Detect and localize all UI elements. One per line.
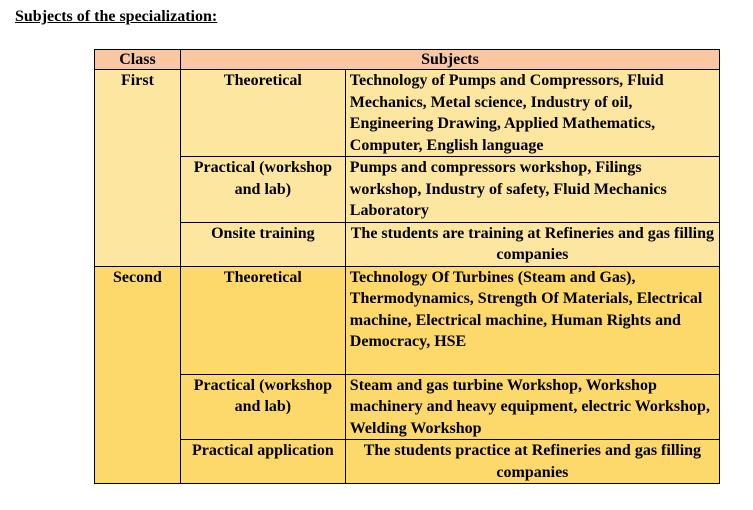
class-cell-second: Second [95, 266, 181, 484]
table-header-row [95, 50, 720, 70]
class-cell-first: First [95, 70, 181, 267]
subjects-table [94, 49, 720, 484]
type-cell: Practical application [180, 440, 345, 484]
type-cell: Theoretical [180, 266, 345, 374]
type-cell: Practical (workshop and lab) [180, 374, 345, 440]
header-subjects: Subjects [180, 50, 719, 70]
subjects-cell: Pumps and compressors workshop, Filings workshop, Industry of safety, Fluid Mechanics Laboratory [345, 157, 719, 223]
table-row [95, 266, 720, 374]
subjects-cell: Technology Of Turbines (Steam and Gas), Thermodynamics, Strength Of Materials, Electrical machine, Electrical machine, Human Rights and Democracy, HSE [345, 266, 719, 374]
subjects-cell: Steam and gas turbine Workshop, Workshop machinery and heavy equipment, electric Workshop, Welding Workshop [345, 374, 719, 440]
table-row [95, 222, 720, 266]
type-cell: Practical (workshop and lab) [180, 157, 345, 223]
subjects-cell: Technology of Pumps and Compressors, Fluid Mechanics, Metal science, Industry of oil, Engineering Drawing, Applied Mathematics, Computer, English language [345, 70, 719, 157]
subjects-cell: The students are training at Refineries and gas filling companies [345, 222, 719, 266]
type-cell: Theoretical [180, 70, 345, 157]
section-heading: Subjects of the specialization: [15, 8, 218, 25]
subjects-cell: The students practice at Refineries and gas filling companies [345, 440, 719, 484]
table-row [95, 157, 720, 223]
header-class: Class [95, 50, 181, 70]
type-cell: Onsite training [180, 222, 345, 266]
table-row [95, 70, 720, 157]
table-row [95, 440, 720, 484]
table-row [95, 374, 720, 440]
